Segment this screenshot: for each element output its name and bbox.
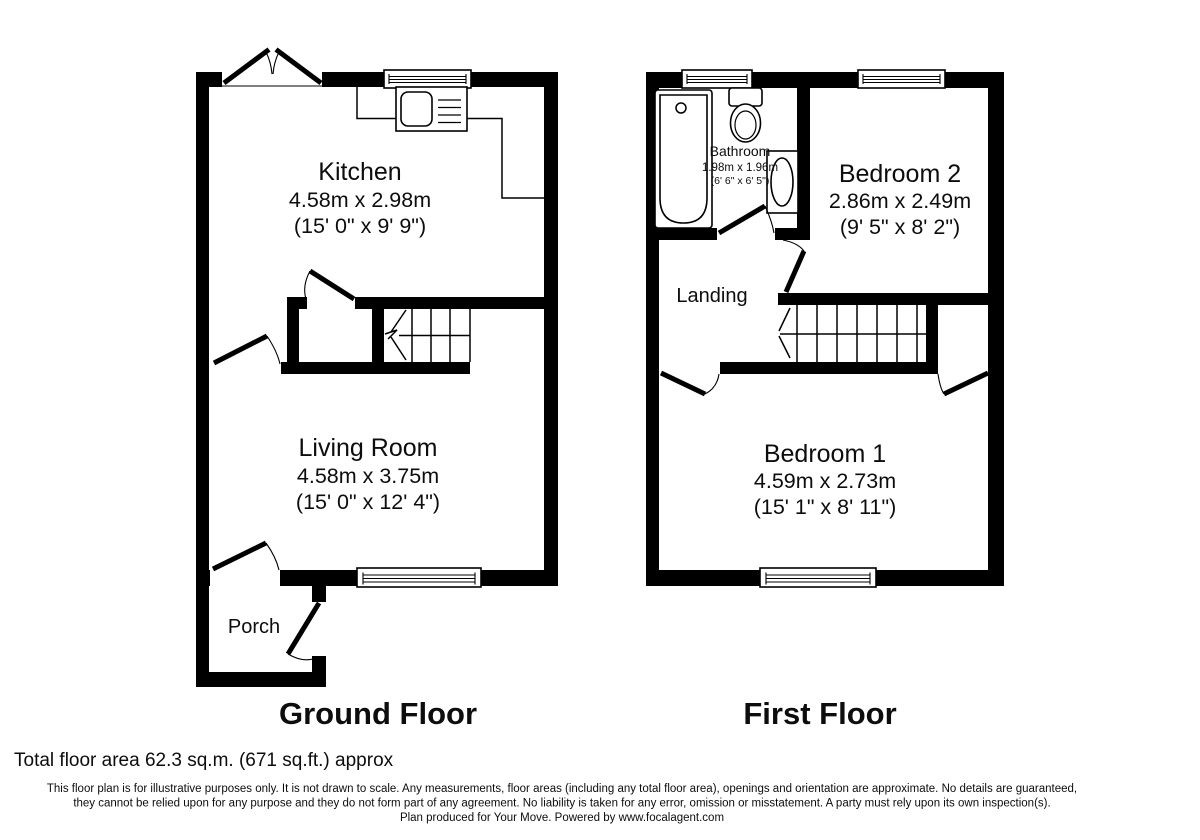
bedroom1-left-door-icon	[661, 373, 719, 394]
first-floor-title: First Floor	[743, 696, 897, 731]
first-floor-plan	[646, 70, 1004, 731]
bedroom2-door-icon	[783, 240, 804, 292]
kitchen-window-icon	[384, 70, 471, 88]
bathroom-window-icon	[682, 70, 752, 88]
front-door-icon	[288, 603, 319, 660]
kitchen-imperial: (15' 0" x 9' 9")	[293, 214, 427, 238]
bedroom1-window-icon	[760, 568, 876, 587]
room-living	[296, 434, 440, 514]
room-kitchen	[289, 158, 431, 238]
toilet-icon	[729, 88, 762, 142]
total-floor-area: Total floor area 62.3 sq.m. (671 sq.ft.) approx	[14, 750, 394, 771]
bathroom-door-icon	[719, 206, 774, 233]
disclaimer-line-1: This floor plan is for illustrative purposes only. It is not drawn to scale. Any measurements, floor areas (including any total floor area), openings and orientation are approximate. No details are guaranteed,	[46, 783, 1078, 795]
living-room-window-icon	[357, 568, 481, 587]
disclaimer-line-3: Plan produced for Your Move. Powered by www.focalagent.com	[399, 812, 725, 824]
bedroom2-imperial: (9' 5" x 8' 2")	[839, 215, 961, 239]
bedroom2-window-icon	[858, 70, 945, 88]
bathtub-icon	[655, 90, 712, 228]
ground-floor-title: Ground Floor	[278, 696, 478, 731]
bathroom-imperial: (6' 6" x 6' 5")	[710, 175, 770, 187]
room-bathroom	[702, 143, 778, 187]
living-room-label: Living Room	[298, 434, 438, 462]
disclaimer-line-2: they cannot be relied upon for any purpose and they do not form part of any agreement. No liability is taken for any error, omission or misstatement. A party must rely upon its own inspection(s).	[73, 797, 1051, 810]
french-door-icon	[222, 50, 322, 87]
kitchen-metric: 4.58m x 2.98m	[288, 188, 432, 212]
porch-label: Porch	[227, 616, 281, 638]
living-porch-door-icon	[213, 543, 279, 570]
ground-stairs-icon	[385, 309, 470, 362]
bedroom2-label: Bedroom 2	[838, 160, 962, 188]
living-kitchen-door-icon	[214, 336, 280, 364]
bathroom-label: Bathroom	[709, 143, 771, 159]
kitchen-hall-door-icon	[305, 271, 354, 299]
room-bedroom1	[754, 440, 897, 519]
kitchen-sink-icon	[396, 87, 467, 131]
first-stairs-icon	[779, 305, 926, 362]
footer	[14, 750, 1077, 824]
bedroom2-metric: 2.86m x 2.49m	[828, 189, 972, 213]
landing-label: Landing	[676, 285, 748, 307]
bedroom1-label: Bedroom 1	[763, 440, 887, 468]
room-bedroom2	[829, 160, 971, 239]
bedroom1-right-door-icon	[938, 373, 988, 394]
basin-icon	[767, 151, 798, 213]
bedroom1-imperial: (15' 1" x 8' 11")	[753, 495, 897, 519]
living-room-metric: 4.58m x 3.75m	[296, 464, 440, 488]
ground-floor-plan	[196, 50, 558, 732]
bathroom-metric: 1.98m x 1.96m	[701, 162, 779, 174]
living-room-imperial: (15' 0" x 12' 4")	[295, 490, 441, 514]
kitchen-label: Kitchen	[318, 158, 402, 186]
bedroom1-metric: 4.59m x 2.73m	[753, 469, 897, 493]
